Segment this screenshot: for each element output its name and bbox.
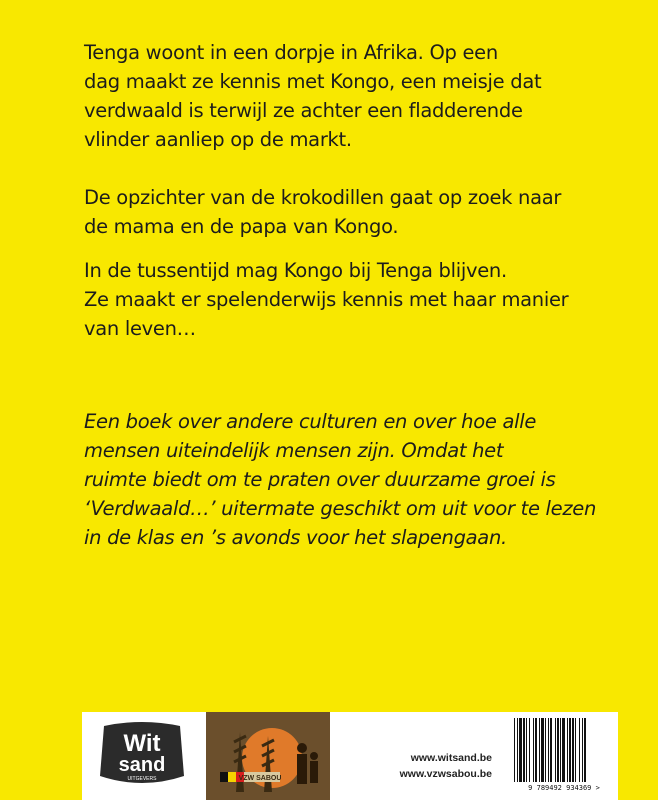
barcode-bar (545, 718, 546, 782)
barcode-bar (535, 718, 537, 782)
barcode-bar (517, 718, 518, 782)
barcode-bar (523, 718, 525, 782)
sabou-logo (206, 712, 330, 800)
description-text: Een boek over andere culturen en over hoe alle mensen uiteindelijk mensen zijn. Omdat het ruimte biedt om te praten over duurzame groei is ‘Verdwaald…’ uitermate geschikt om uit voor te lezen in de klas en ’s avonds voor het slapengaan. (84, 410, 597, 549)
synopsis-paragraph-3 (84, 256, 624, 343)
barcode-bar (526, 718, 527, 782)
witsand-logo (96, 720, 188, 788)
barcode-bar (555, 718, 556, 782)
barcode-bar (548, 718, 549, 782)
barcode-bar (541, 718, 544, 782)
barcode-bar (550, 718, 552, 782)
footer-strip (82, 712, 618, 800)
barcode-bar (582, 718, 583, 782)
barcode-bar (539, 718, 540, 782)
synopsis-paragraph-2 (84, 183, 624, 241)
barcode-bar (519, 718, 522, 782)
synopsis-text-2: De opzichter van de krokodillen gaat op zoek naar de mama en de papa van Kongo. (84, 186, 562, 238)
isbn-number: 9 789492 934369 > (512, 784, 616, 792)
sabou-logo-text: VZW SABOU (238, 775, 282, 782)
book-description-italic (84, 407, 624, 552)
barcode-bar (533, 718, 534, 782)
barcode-bar (584, 718, 586, 782)
website-links (372, 750, 492, 782)
barcode-bar (560, 718, 561, 782)
url-witsand[interactable]: www.witsand.be (410, 752, 492, 764)
barcode-bar (514, 718, 515, 782)
witsand-logo-subtitle: UITGEVERS (127, 776, 157, 782)
url-vzwsabou[interactable]: www.vzwsabou.be (399, 768, 492, 780)
synopsis-text-3: In de tussentijd mag Kongo bij Tenga blijven. Ze maakt er spelenderwijs kennis met haar manier van leven… (84, 259, 569, 340)
barcode-bar (562, 718, 565, 782)
barcode-bar (575, 718, 576, 782)
witsand-logo-wit: Wit (123, 730, 161, 757)
synopsis-text-1: Tenga woont in een dorpje in Afrika. Op een dag maakt ze kennis met Kongo, een meisje dat verdwaald is terwijl ze achter een fladderende vlinder aanliep op de markt. (84, 41, 542, 151)
barcode-bar (567, 718, 568, 782)
barcode-bar (557, 718, 559, 782)
witsand-logo-sand: sand (118, 754, 166, 776)
barcode-bar (579, 718, 580, 782)
barcode-bar (569, 718, 571, 782)
barcode-bar (529, 718, 530, 782)
synopsis-paragraph-1 (84, 38, 604, 154)
barcode-bar (572, 718, 574, 782)
